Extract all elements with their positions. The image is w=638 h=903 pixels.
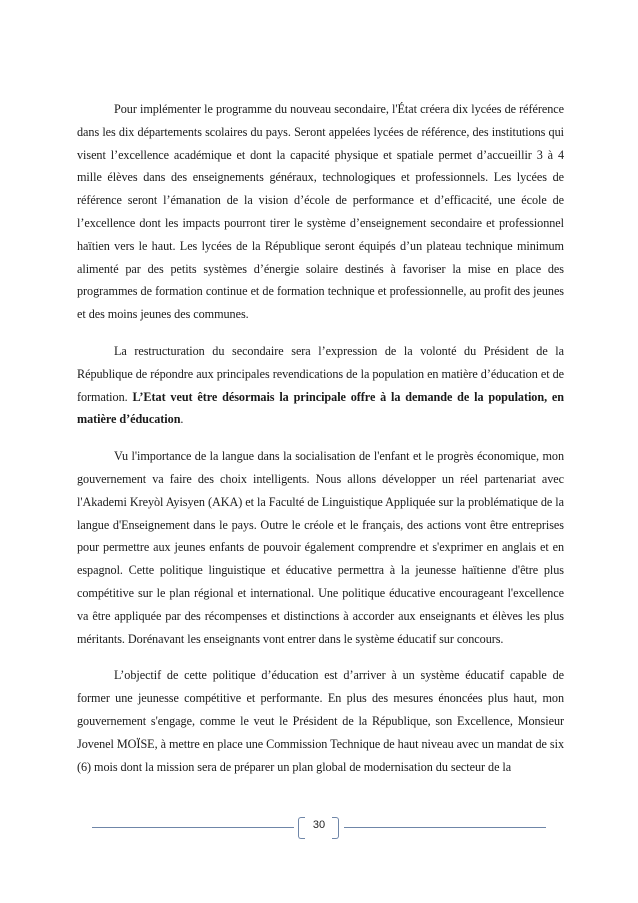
page-footer	[92, 814, 546, 842]
page-number: 30	[312, 819, 326, 831]
paragraph-langue	[77, 445, 564, 650]
paragraph-text: Vu l'importance de la langue dans la socialisation de l'enfant et le progrès économique, mon gouvernement va faire des choix intelligents. Nous allons développer un réel partenariat avec l'Akademi Kreyòl Ayisyen (AKA) et la Faculté de Linguistique Appliquée sur la problématique de la langue d'Enseignement dans le pays. Outre le créole et le français, des actions vont être entreprises pour permettre aux jeunes enfants de pouvoir également comprendre et s'exprimer en anglais et en espagnol. Cette politique linguistique et éducative permettra à la jeunesse haïtienne d'être plus compétitive sur le plan régional et international. Une politique éducative encourageant l'excellence va être appliquée par des récompenses et distinctions à accorder aux enseignants et élèves les plus méritants. Dorénavant les enseignants vont entrer dans le système éducatif sur concours.	[77, 449, 564, 646]
paragraph-restructuration	[77, 340, 564, 431]
body-text	[77, 98, 564, 792]
paragraph-text: Pour implémenter le programme du nouveau secondaire, l'État créera dix lycées de référence dans les dix départements scolaires du pays. Seront appelées lycées de référence, des institutions qui visent l’excellence académique et dont la capacité physique et spatiale permet d’accueillir 3 à 4 mille élèves dans des enseignements généraux, technologiques et professionnels. Les lycées de référence seront l’émanation de la vision d’école de performance et d’efficacité, une école de l’excellence dont les impacts pourront tirer le système d’enseignement secondaire et professionnel haïtien vers le haut. Les lycées de la République seront équipés d’un plateau technique minimum alimenté par des petits systèmes d’énergie solaire destinés à favoriser la mise en place des programmes de formation continue et de formation technique et professionnelle, au profit des jeunes et des moins jeunes des communes.	[77, 102, 564, 322]
paragraph-lycees-reference	[77, 98, 564, 326]
paragraph-bold-statement: L’Etat veut être désormais la principale offre à la demande de la population, en matière d’éducation	[77, 389, 565, 427]
footer-rule-left	[92, 827, 294, 828]
paragraph-text: La restructuration du secondaire sera l’expression de la volonté du Président de la République de répondre aux principales revendications de la population en matière d’éducation et de formation.	[77, 343, 564, 404]
paragraph-text: L’objectif de cette politique d’éducation est d’arriver à un système éducatif capable de former une jeunesse compétitive et performante. En plus des mesures énoncées plus haut, mon gouvernement s'engage, comme le veut le Président de la République, son Excellence, Monsieur Jovenel MOÏSE, à mettre en place une Commission Technique de haut niveau avec un mandat de six (6) mois dont la mission sera de préparer un plan global de modernisation du secteur de la	[77, 668, 564, 774]
paragraph-objectif	[77, 664, 564, 778]
right-bracket-icon	[332, 817, 339, 839]
paragraph-tail: .	[180, 412, 184, 427]
footer-rule-right	[344, 827, 546, 828]
